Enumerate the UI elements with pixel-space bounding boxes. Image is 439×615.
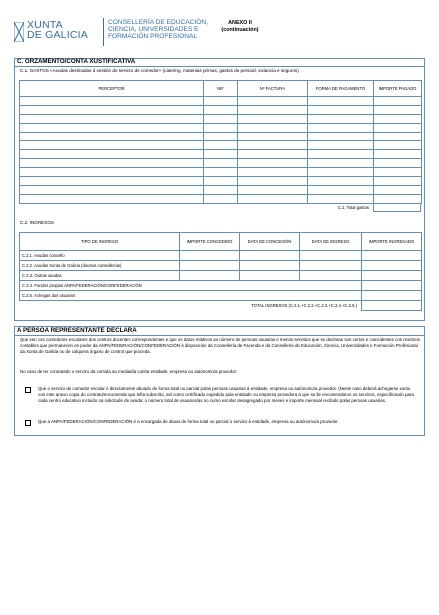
cell[interactable] xyxy=(238,177,308,186)
cell[interactable] xyxy=(204,132,238,141)
cell[interactable] xyxy=(20,185,204,194)
col-header-data-ingreso: DATA DE INGRESO xyxy=(300,233,362,251)
divider xyxy=(14,335,425,336)
xunta-logo-icon xyxy=(14,22,24,42)
cell[interactable] xyxy=(238,150,308,159)
cell[interactable] xyxy=(374,97,422,106)
gastos-row xyxy=(20,159,422,168)
department-line: CIENCIA, UNIVERSIDADES E xyxy=(108,26,199,34)
cell[interactable] xyxy=(308,185,374,194)
gastos-row xyxy=(20,132,422,141)
cell[interactable] xyxy=(308,123,374,132)
c2-title: C.2. INGRESOS xyxy=(20,220,54,225)
cell[interactable] xyxy=(308,159,374,168)
cell[interactable] xyxy=(374,132,422,141)
ingresos-row xyxy=(20,251,422,261)
cell[interactable] xyxy=(374,177,422,186)
cell[interactable] xyxy=(374,105,422,114)
gastos-row xyxy=(20,114,422,123)
cell[interactable] xyxy=(20,97,204,106)
cell[interactable] xyxy=(362,291,422,301)
gastos-total-field[interactable] xyxy=(373,203,421,212)
gastos-row xyxy=(20,97,422,106)
ingresos-row-label: C.2.5. Achegas dos usuarios xyxy=(20,291,362,301)
col-header-tipo-ingreso: TIPO DE INGRESO xyxy=(20,233,180,251)
cell[interactable] xyxy=(204,114,238,123)
cell[interactable] xyxy=(240,251,300,261)
anexo-subtitle: (continuación) xyxy=(221,27,259,33)
cell[interactable] xyxy=(362,281,422,291)
option1-text: Que o servizo de comedor escolar é directamente aboado de forma total ou parcial polas persoas usuarias á entidade, empresa ou autónomo/a provedor. (Neste caso deberá achegarse xunto con este anexo copia do contrato/encomenda que leña subscrito, así como certificado expedido pola entidade ou empresa provedora a que se lle encomendaron os servizos, especificando para cada centro educativo incluído na solicitude de axuda: o número total de usuarios/as no curso escolar desagregado por meses e importe mensual recibido polas persoas usuarias. xyxy=(38,386,414,404)
cell[interactable] xyxy=(238,97,308,106)
ingresos-total-label: TOTAL INGRESOS (C.2.1.+C.2.2.+C.2.3.+C.2.4.+C.2.5.) xyxy=(251,303,357,309)
cell[interactable] xyxy=(180,271,240,281)
cell[interactable] xyxy=(204,123,238,132)
cell[interactable] xyxy=(308,141,374,150)
gastos-total-row xyxy=(19,203,421,212)
department-name xyxy=(108,19,208,41)
cell[interactable] xyxy=(204,177,238,186)
department-line: CONSELLERÍA DE EDUCACIÓN, xyxy=(108,19,209,26)
cell[interactable] xyxy=(308,97,374,106)
cell[interactable] xyxy=(374,150,422,159)
cell[interactable] xyxy=(20,168,204,177)
cell[interactable] xyxy=(374,185,422,194)
cell[interactable] xyxy=(204,159,238,168)
col-header-forma-pagamento: FORMA DE PAGAMENTO xyxy=(308,81,374,97)
anexo-heading xyxy=(215,20,265,34)
cell[interactable] xyxy=(362,261,422,271)
ingresos-row xyxy=(20,291,422,301)
cell[interactable] xyxy=(180,261,240,271)
ingresos-row-label: C.2.3. Outras axudas xyxy=(20,271,180,281)
cell[interactable] xyxy=(308,177,374,186)
declaration-title: A PERSOA REPRESENTANTE DECLARA xyxy=(17,327,137,334)
cell[interactable] xyxy=(20,114,204,123)
cell[interactable] xyxy=(238,194,308,203)
cell[interactable] xyxy=(204,168,238,177)
cell[interactable] xyxy=(362,271,422,281)
ingresos-table xyxy=(19,232,422,311)
gastos-row xyxy=(20,150,422,159)
ingresos-row-label: C.2.2. Axudas Xunta de Galicia (doutras consellerías) xyxy=(20,261,180,271)
cell[interactable] xyxy=(238,141,308,150)
cell[interactable] xyxy=(204,105,238,114)
cell[interactable] xyxy=(308,105,374,114)
c1-title: C.1. GASTOS «Axudas destinadas á xestión do servizo de comedor» (catering, materiais primas, gastos de persoal, vixiancia e seguros) xyxy=(20,68,299,73)
gastos-table xyxy=(19,80,422,204)
cell[interactable] xyxy=(374,114,422,123)
cell[interactable] xyxy=(308,168,374,177)
col-header-factura: Nº FACTURA xyxy=(238,81,308,97)
ingresos-total-field[interactable] xyxy=(362,301,422,311)
col-header-importe-concedido: IMPORTE CONCEDIDO xyxy=(180,233,240,251)
ingresos-total-row xyxy=(20,301,422,311)
cell[interactable] xyxy=(238,132,308,141)
cell[interactable] xyxy=(238,185,308,194)
gastos-total-label: C.1. Total gastos xyxy=(337,205,369,210)
col-header-perceptor: PERCEPTOR xyxy=(20,81,204,97)
cell[interactable] xyxy=(204,194,238,203)
cell[interactable] xyxy=(374,159,422,168)
col-header-nif: NIF xyxy=(204,81,238,97)
option1-checkbox[interactable] xyxy=(25,387,31,393)
col-header-importe-pagado: IMPORTE PAGADO xyxy=(374,81,422,97)
declaration-paragraph: Que ven cos comedores escolares dos centros docentes correspondentes e que os datos relativos ao número de persoas usuarias e menús servidos que se declaran son certos e coincidentes cos rexistros contables que permanecen en poder da ANPA/FEDERACIÓN/CONFEDERACIÓN á disposición da Consellería de Facenda e da Consellería de Educación, Ciencia, Universidades e Formación Profesional da Xunta de Galicia ou de calquera órgano de control que proceda. xyxy=(20,337,420,355)
department-line: FORMACIÓN PROFESIONAL xyxy=(108,33,198,41)
col-header-importe-ingresado: IMPORTE INGRESADO xyxy=(362,233,422,251)
cell[interactable] xyxy=(308,150,374,159)
cell[interactable] xyxy=(20,141,204,150)
gastos-row xyxy=(20,194,422,203)
cell[interactable] xyxy=(362,251,422,261)
cell[interactable] xyxy=(238,114,308,123)
cell[interactable] xyxy=(20,105,204,114)
ingresos-header-row xyxy=(20,233,422,251)
cell[interactable] xyxy=(20,150,204,159)
cell[interactable] xyxy=(300,251,362,261)
declaration-paragraph: No caso de ter contratado o servizo da comida ao mediadía cunha entidade, empresa ou autónomo/a provedor: xyxy=(20,369,238,374)
cell[interactable] xyxy=(20,123,204,132)
logo-line1: XUNTA xyxy=(27,19,63,31)
gastos-row xyxy=(20,177,422,186)
anexo-title: ANEXO II xyxy=(228,20,252,26)
logo-line2: DE GALICIA xyxy=(27,29,88,41)
cell[interactable] xyxy=(300,271,362,281)
ingresos-row xyxy=(20,281,422,291)
cell[interactable] xyxy=(308,132,374,141)
ingresos-row-label: C.2.4. Fondos propios ANPA/FEDERACIÓN/CONFEDERACIÓN xyxy=(20,281,362,291)
cell[interactable] xyxy=(204,97,238,106)
cell[interactable] xyxy=(240,271,300,281)
gastos-row xyxy=(20,185,422,194)
cell[interactable] xyxy=(300,261,362,271)
gastos-header-row xyxy=(20,81,422,97)
gastos-row xyxy=(20,141,422,150)
ingresos-row-label: C.2.1. Axudas concello xyxy=(20,251,180,261)
cell[interactable] xyxy=(308,194,374,203)
col-header-data-concesion: DATA DE CONCESIÓN xyxy=(240,233,300,251)
cell[interactable] xyxy=(204,185,238,194)
option2-text: Que a ANPA/FEDERACIÓN/CONFEDERACIÓN é a encargada de aboar de forma total ou parcial o servizo á entidade, empresa ou autónomo/a provedor. xyxy=(38,419,339,424)
logo-text xyxy=(27,20,88,40)
cell[interactable] xyxy=(204,141,238,150)
logo-separator xyxy=(103,18,104,46)
cell[interactable] xyxy=(374,194,422,203)
cell[interactable] xyxy=(180,251,240,261)
cell[interactable] xyxy=(308,114,374,123)
cell[interactable] xyxy=(238,105,308,114)
cell[interactable] xyxy=(20,194,204,203)
cell[interactable] xyxy=(204,150,238,159)
cell[interactable] xyxy=(20,159,204,168)
cell[interactable] xyxy=(374,168,422,177)
cell[interactable] xyxy=(20,132,204,141)
gastos-row xyxy=(20,105,422,114)
gastos-row xyxy=(20,123,422,132)
cell[interactable] xyxy=(238,168,308,177)
option2-checkbox[interactable] xyxy=(25,420,31,426)
cell[interactable] xyxy=(240,261,300,271)
cell[interactable] xyxy=(238,159,308,168)
section-c-title: C. ORZAMENTO/CONTA XUSTIFICATIVA xyxy=(17,58,136,65)
ingresos-row xyxy=(20,261,422,271)
cell[interactable] xyxy=(374,123,422,132)
divider xyxy=(14,66,425,67)
cell[interactable] xyxy=(20,177,204,186)
cell[interactable] xyxy=(374,141,422,150)
cell[interactable] xyxy=(238,123,308,132)
ingresos-row xyxy=(20,271,422,281)
gastos-row xyxy=(20,168,422,177)
